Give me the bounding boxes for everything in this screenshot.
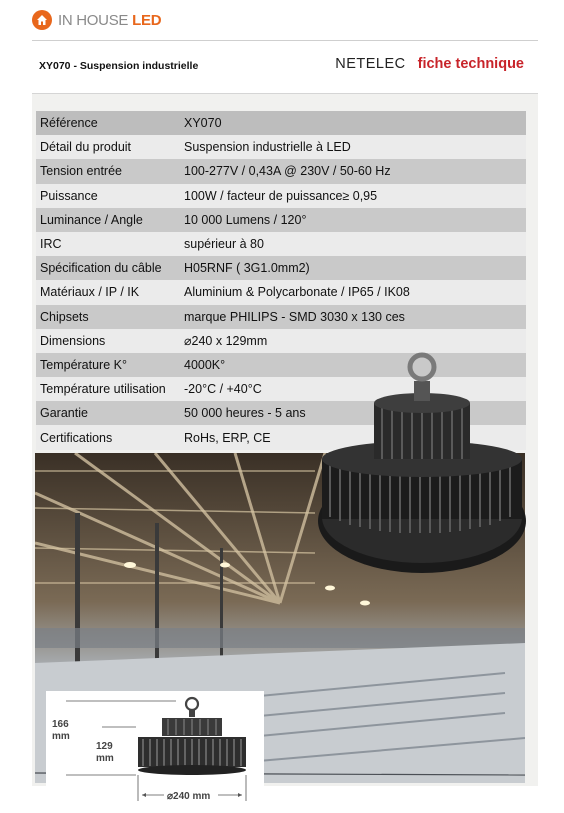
spec-row [36, 159, 526, 183]
spec-label: Garantie [40, 406, 88, 421]
height-body-unit: mm [96, 753, 114, 764]
height-total-unit: mm [52, 731, 70, 742]
house-icon [32, 10, 52, 30]
spec-value: ⌀240 x 129mm [184, 334, 268, 349]
spec-row [36, 135, 526, 159]
spec-label: Spécification du câble [40, 261, 162, 276]
spec-row [36, 305, 526, 329]
spec-label: Température utilisation [40, 382, 166, 397]
spec-value: 50 000 heures - 5 ans [184, 406, 306, 421]
spec-value: 10 000 Lumens / 120° [184, 212, 307, 227]
lamp-product-photo [312, 341, 552, 581]
spec-label: Certifications [40, 430, 113, 445]
spec-label: Dimensions [40, 333, 106, 348]
spec-value: RoHs, ERP, CE [184, 430, 271, 445]
spec-value: Suspension industrielle à LED [184, 140, 351, 155]
spec-value: 100W / facteur de puissance≥ 0,95 [184, 188, 378, 203]
height-body-value: 129 [96, 741, 113, 752]
brand-name [58, 12, 161, 29]
spec-label: Détail du produit [40, 140, 132, 155]
spec-row [36, 111, 526, 135]
data-sheet [32, 40, 538, 802]
dimension-diagram [46, 691, 264, 813]
spec-row [36, 208, 526, 232]
brand-name-text: IN HOUSE [58, 11, 129, 29]
diameter-label: ⌀240 mm [167, 791, 211, 802]
doc-type: fiche technique [417, 56, 524, 72]
spec-label: Matériaux / IP / IK [40, 285, 140, 300]
header-right [335, 56, 524, 72]
spec-value: 4000K° [184, 357, 226, 372]
company-name: NETELEC [335, 56, 406, 72]
spec-value: H05RNF ( 3G1.0mm2) [184, 261, 310, 276]
brand-suffix: LED [132, 11, 162, 29]
spec-value: supérieur à 80 [184, 237, 264, 252]
sheet-header [32, 41, 538, 94]
spec-label: IRC [40, 237, 62, 252]
spec-label: Puissance [40, 188, 98, 203]
spec-value: -20°C / +40°C [184, 382, 262, 397]
height-total-value: 166 [52, 719, 69, 730]
product-title: XY070 - Suspension industrielle [39, 60, 199, 72]
spec-label: Tension entrée [40, 164, 123, 179]
spec-label: Chipsets [40, 309, 89, 324]
brand-logo [32, 8, 161, 32]
spec-row [36, 256, 526, 280]
spec-row [36, 184, 526, 208]
spec-value: marque PHILIPS - SMD 3030 x 130 ces [184, 309, 405, 324]
spec-label: Référence [36, 111, 180, 135]
spec-value: 100-277V / 0,43A @ 230V / 50-60 Hz [184, 164, 391, 179]
spec-label: Luminance / Angle [40, 212, 143, 227]
spec-value: XY070 [180, 111, 526, 135]
spec-value: Aluminium & Polycarbonate / IP65 / IK08 [184, 285, 410, 300]
spec-row [36, 280, 526, 304]
spec-label: Température K° [40, 357, 127, 372]
spec-row [36, 232, 526, 256]
